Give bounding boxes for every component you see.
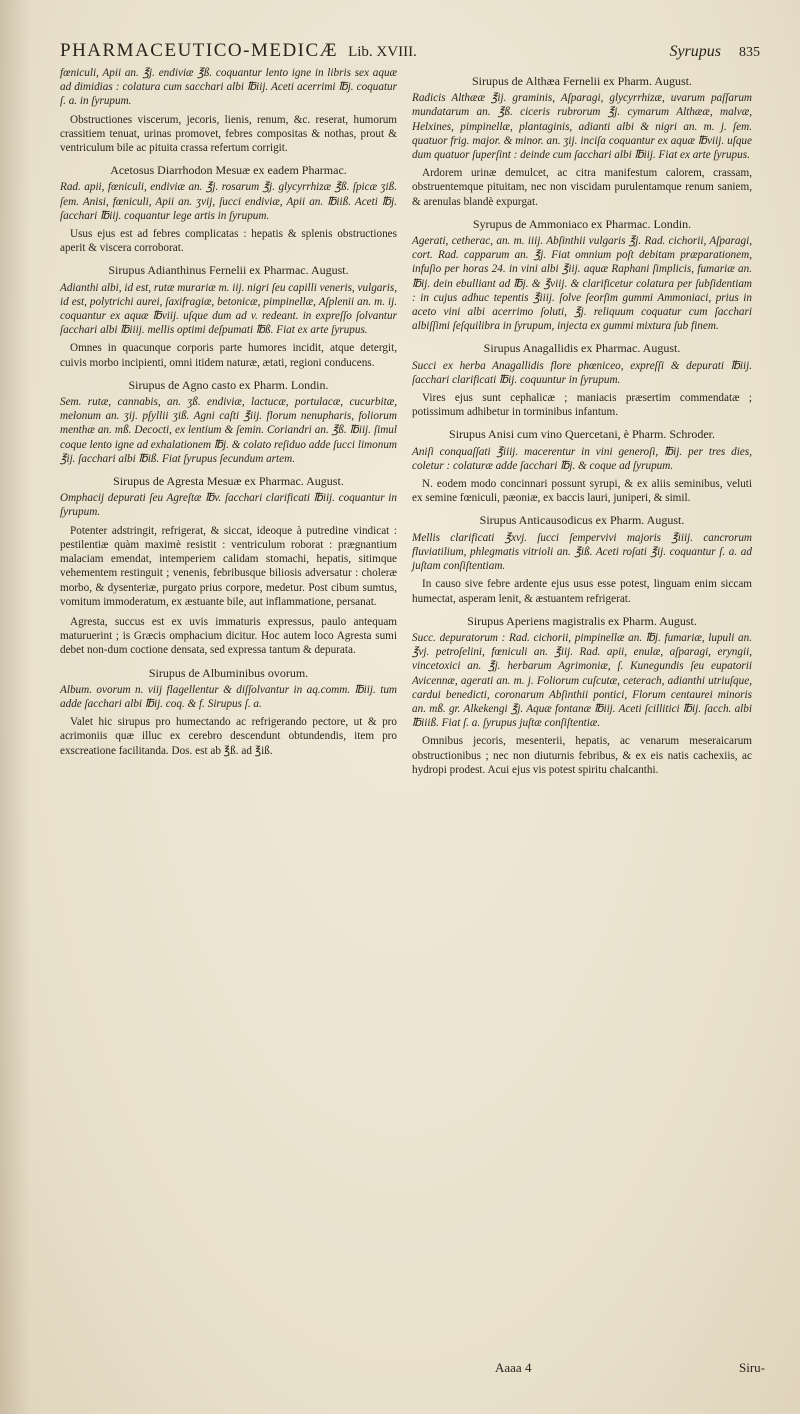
page-footer [495, 1360, 765, 1376]
recipe-formula: Mellis clarificati ℥xvj. ſucci ſempervivi majoris ℥iiij. cancrorum fluviatilium, phlegmatis vitrioli an. ℥iß. Aceti roſati ℥ij. coquantur ſ. a. ad juſtam conſiſtentiam. [412, 531, 752, 573]
header-right [647, 43, 760, 61]
recipe-formula: Adianthi albi, id est, rutæ murariæ m. iij. nigri ſeu capilli veneris, vulgaris, id est, polytrichi aurei, ſaxifragiæ, betonicæ, pimpinellæ, Aſplenii an. m. ij. coquantur ex aquæ ℔viij. uſque dum ad v. redeant. in expreſſo ſolvantur ſacchari albi ℔iiij. mellis optimi deſpumati ℔ß. Fiat ex arte ſyrupus. [60, 281, 397, 337]
running-title: PHARMACEUTICO-MEDICÆ [60, 40, 339, 61]
recipe-heading: Sirupus de Albuminibus ovorum. [148, 665, 309, 680]
recipe-heading: Acetosus Diarrhodon Mesuæ ex eadem Pharmac. [110, 163, 347, 178]
recipe-formula: Agerati, cetherac, an. m. iiij. Abſinthii vulgaris ℥j. Rad. cichorii, Aſparagi, cort. Rad. capparum an. ℥j. Fiat omnium poſt debitam præparationem, infuſio per horas 24. in vini albi ℥iij. aquæ Raphani ſimplicis, fumariæ an. ℔ij. dein ebulliant ad ℔j. & ℥viij. & clarificetur colatura per ſubſidentiam : in cujus adhuc tepentis ℥iiij. ſolve ſeorſim gummi Ammoniaci, prius in aceto vini albi acerrimo ſoluti, ℥j. reliquum coquatur cum ſacchari albiſſimi ſeſquilibra in ſyrupum, injecta ex gummi mixtura ſub finem. [412, 235, 752, 333]
recipe-heading: Sirupus Aperiens magistralis ex Pharm. August. [467, 613, 697, 628]
commentary-paragraph: Omnibus jecoris, mesenterii, hepatis, ac venarum meseraicarum obstructionibus ; nec non diuturnis febribus, & ex eis natis cachexiis, ac hydropi prodest. Acui ejus vis potest spiritu chalcanthi. [412, 735, 752, 776]
recipe-heading: Sirupus de Althæa Fernelii ex Pharm. August. [472, 74, 692, 88]
commentary-paragraph: Obstructiones viscerum, jecoris, lienis, renum, &c. reserat, humorum crassitiem tenuat, urinas promovet, febres compositas & nothas, prout & ventriculum bile ac pituita crassa refertum corrigit. [60, 113, 397, 155]
page-number: 835 [739, 45, 760, 60]
running-header [60, 40, 760, 68]
left-column [60, 66, 397, 764]
recipe-formula: Omphacij depurati ſeu Agreſtæ ℔v. ſacchari clarificati ℔iij. coquantur in ſyrupum. [60, 492, 397, 519]
commentary-paragraph: Vires ejus sunt cephalicæ ; maniacis præsertim commendatæ ; potissimum adhibetur in torminibus infantum. [412, 392, 752, 419]
commentary-paragraph: Usus ejus est ad febres complicatas : hepatis & splenis obstructiones aperit & viscera corroborat. [60, 228, 397, 255]
book-number: Lib. XVIII. [348, 44, 417, 60]
recipe-formula: Rad. apii, fœniculi, endiviæ an. ℥j. rosarum ℥j. glycyrrhizæ ℥ß. ſpicæ ʒiß. ſem. Anisi, fœniculi, Apii an. ʒvij, ſucci endiviæ, Apii an. ℔iiß. Aceti ℔j. ſacchari ℔iij. coquantur lege artis in ſyrupum. [60, 181, 397, 222]
recipe-formula: Radicis Althææ ℥ij. graminis, Aſparagi, glycyrrhizæ, uvarum paſſarum mundatarum an. ℥ß. ciceris rubrorum ℥j. cymarum Althææ, malvæ, Helxines, pimpinellæ, plantaginis, adianti albi & nigri an. m. j. ſem. quatuor frig. major. & minor. an. ʒij. inciſa coquantur ex aquæ ℔viij. uſque dum quatuor ſuperſint : deinde cum ſacchari albi ℔iij. Fiat ex arte ſyrupus. [412, 92, 752, 162]
gutter-shadow [0, 0, 30, 1414]
commentary-paragraph: Omnes in quacunque corporis parte humores incidit, atque detergit, cuivis morbo incipienti, omni itidem naturæ, ætati, regioni conducens. [60, 342, 397, 369]
commentary-paragraph: In causo sive febre ardente ejus usus esse potest, linguam enim siccam humectat, asperam lenit, & æstuantem refrigerat. [412, 578, 752, 605]
catchword: Siru- [739, 1360, 765, 1375]
recipe-heading: Syrupus de Ammoniaco ex Pharmac. Londin. [472, 216, 692, 231]
recipe-formula: Sem. rutæ, cannabis, an. ʒß. endiviæ, lactucæ, portulacæ, cucurbitæ, melonum an. ʒij. pſyllii ʒiß. Agni caſti ℥iij. florum nenupharis, foliorum menthæ an. mß. Decocti, ex lentium & ſemin. Coriandri an. ℥ß. ℔iij. ſimul coque lento igne ad exhalationem ℔j. & colato reſiduo adde ſucci limonum ℥ij. ſacchari albi ℔iß. Fiat ſyrupus ſecundum artem. [60, 396, 397, 465]
commentary-paragraph: Ardorem urinæ demulcet, ac citra manifestum calorem, crassam, obstruentemque pituitam, nec non viscidam purulentamque renum saniem, & arenulas blandè expurgat. [412, 167, 752, 208]
commentary-paragraph: Valet hic sirupus pro humectando ac refrigerando pectore, ut & pro acrimoniis quæ illuc ex cerebro descendunt obtundendis, item pro exscreatione facilitanda. Dos. est ab ℥ß. ad ℥iß. [60, 716, 397, 757]
recipe-formula: Album. ovorum n. viij flagellentur & diſſolvantur in aq.comm. ℔iij. tum adde ſacchari albi ℔ij. coq. & f. Sirupus ſ. a. [60, 683, 397, 710]
recipe-heading: Sirupus Anagallidis ex Pharmac. August. [483, 341, 681, 356]
recipe-formula: Succ. depuratorum : Rad. cichorii, pimpinellæ an. ℔j. fumariæ, lupuli an. ℥vj. petroſelini, fœniculi an. ℥iij. Rad. apii, enulæ, aſparagi, eryngii, vincetoxici an. ℥j. herbarum Agrimoniæ, ſ. Kunegundis ſeu eupatorii Avicennæ, agerati an. m. j. Foliorum cuſcutæ, ceterach, adianthi utriuſque, cardui benedicti, coronarum Abſinthii pontici, Florum centaurei minoris an. mß. gr. Alkekengi ℥j. Aquæ fontanæ ℔iij. Aceti ſcillitici ℔ij. ſacch. albi ℔iiiß. Fiat ſ. a. ſyrupus juſtæ conſiſtentiæ. [412, 631, 752, 730]
recipe-heading: Sirupus de Agresta Mesuæ ex Pharmac. August. [113, 474, 344, 489]
commentary-paragraph: N. eodem modo concinnari possunt syrupi, & ex aliis seminibus, veluti ex semine fœniculi, pæoniæ, ex baccis lauri, juniperi, & simil. [412, 478, 752, 505]
signature-mark: Aaaa 4 [495, 1360, 532, 1375]
recipe-heading: Sirupus de Agno casto ex Pharm. Londin. [128, 377, 329, 392]
recipe-formula: fœniculi, Apii an. ℥j. endiviæ ℥ß. coquantur lento igne in libris sex aquæ ad dimidias : colatura cum sacchari albi ℔iij. Aceti acerrimi ℔j. coquatur ſ. a. in ſyrupum. [60, 67, 397, 108]
recipe-heading: Sirupus Adianthinus Fernelii ex Pharmac. August. [108, 263, 349, 278]
recipe-formula: Succi ex herba Anagallidis flore phœniceo, expreſſi & depurati ℔iij. ſacchari clarificati ℔ij. coquuntur in ſyrupum. [412, 359, 752, 386]
right-column [412, 66, 752, 783]
section-name: Syrupus [669, 43, 721, 60]
commentary-paragraph: Potenter adstringit, refrigerat, & siccat, ideoque à putredine vindicat : pestilentiæ quàm maximè resistit : ventriculum roborat : prægnantium malaciam emendat, intemperiem calidam stomachi, hepatis, sitimque vehementem restinguit ; venenis, febribusque biliosis adversatur : choleræ morbo, & dysenteriæ, purgato prius corpore, medetur. Post cibum sumtus, vomitum immoderatum, ex æstuante bile, aut inflammatione, persanat. [60, 524, 397, 608]
recipe-heading: Sirupus Anticausodicus ex Pharm. August. [479, 513, 685, 528]
header-left [60, 40, 417, 62]
recipe-formula: Aniſi conquaſſati ℥iiij. macerentur in vini generoſi, ℔ij. per tres dies, coletur : colaturæ adde ſacchari ℔j. & coque ad ſyrupum. [412, 445, 752, 472]
recipe-heading: Sirupus Anisi cum vino Quercetani, è Pharm. Schroder. [449, 427, 715, 442]
commentary-paragraph: Agresta, succus est ex uvis immaturis expressus, paulo antequam maturuerint ; is Græcis omphacium dicitur. Hoc autem loco Agresta sumi debet non-dum coctione densata, sed expressa tantum & depurata. [60, 615, 397, 657]
